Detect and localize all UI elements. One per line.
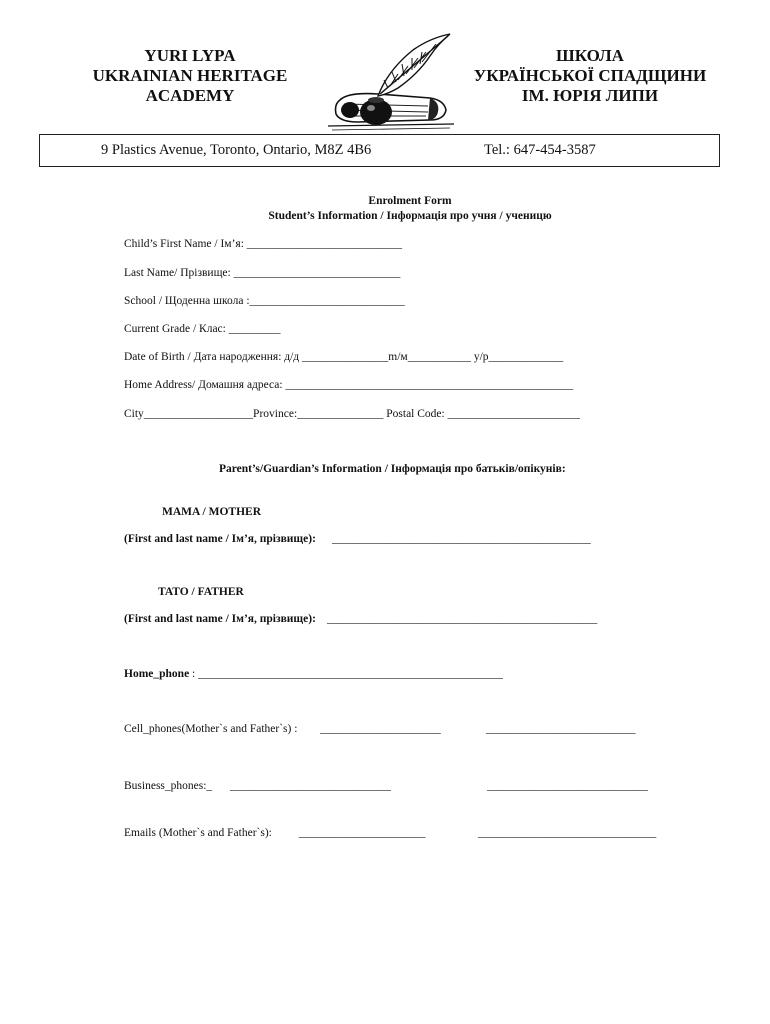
father-name-label: (First and last name / Ім’я, прізвище): (124, 613, 316, 625)
father-heading: TATO / FATHER (158, 586, 244, 598)
home-address-field[interactable]: Home Address/ Домашня адреса: __________________________________________________ (124, 379, 573, 391)
school-name-line: УКРАЇНСЬКОЇ СПАДЩИНИ (473, 66, 707, 85)
last-name-field[interactable]: Last Name/ Прізвище: _____________________________ (124, 267, 401, 279)
school-name-line: ACADEMY (145, 86, 235, 105)
school-name-english (80, 46, 300, 106)
mother-heading: MAMA / MOTHER (162, 506, 262, 518)
quill-inkwell-book-icon (318, 30, 458, 134)
father-name-field[interactable]: _______________________________________________ (327, 613, 598, 625)
city-province-postal-field[interactable]: City___________________Province:_______________ Postal Code: _______________________ (124, 408, 580, 420)
school-field[interactable]: School / Щоденна школа :___________________________ (124, 295, 405, 307)
cell-phone-father-field[interactable]: __________________________ (486, 723, 636, 735)
student-section-title: Student’s Information / Інформація про учня / ученицю (268, 210, 552, 222)
first-name-field[interactable]: Child’s First Name / Ім’я: ___________________________ (124, 238, 403, 250)
school-name-line: ШКОЛА (556, 46, 624, 65)
email-father-field[interactable]: _______________________________ (478, 827, 657, 839)
contact-box (39, 134, 720, 167)
email-mother-field[interactable]: ______________________ (299, 827, 426, 839)
home-phone-label: Home_phone (124, 668, 190, 680)
grade-field[interactable]: Current Grade / Клас: _________ (124, 323, 281, 335)
home-phone-row (124, 668, 503, 680)
school-name-ukrainian (465, 46, 715, 106)
school-address: 9 Plastics Avenue, Toronto, Ontario, M8Z 4B6 (101, 142, 372, 158)
school-phone: Tel.: 647-454-3587 (484, 142, 596, 158)
birth-date-field[interactable]: Date of Birth / Дата народження: д/д _______________m/м___________ y/р_____________ (124, 351, 564, 363)
form-title: Enrolment Form (368, 195, 452, 207)
school-name-line: YURI LYPA (144, 46, 236, 65)
parent-section-title: Parent’s/Guardian’s Information / Інформація про батьків/опікунів: (219, 463, 566, 475)
school-name-line: UKRAINIAN HERITAGE (92, 66, 288, 85)
business-phone-father-field[interactable]: ____________________________ (487, 780, 648, 792)
school-name-line: ІМ. ЮРІЯ ЛИПИ (521, 86, 659, 105)
cell-phone-mother-field[interactable]: _____________________ (320, 723, 441, 735)
emails-label: Emails (Mother`s and Father`s): (124, 827, 272, 839)
mother-name-label: (First and last name / Ім’я, прізвище): (124, 533, 316, 545)
business-phone-mother-field[interactable]: ____________________________ (230, 780, 391, 792)
cell-phones-label: Cell_phones(Mother`s and Father`s) : (124, 723, 298, 735)
mother-name-field[interactable]: _____________________________________________ (332, 533, 591, 545)
home-phone-field[interactable]: : _____________________________________________________ (189, 668, 503, 680)
business-phones-label: Business_phones:_ (124, 780, 213, 792)
